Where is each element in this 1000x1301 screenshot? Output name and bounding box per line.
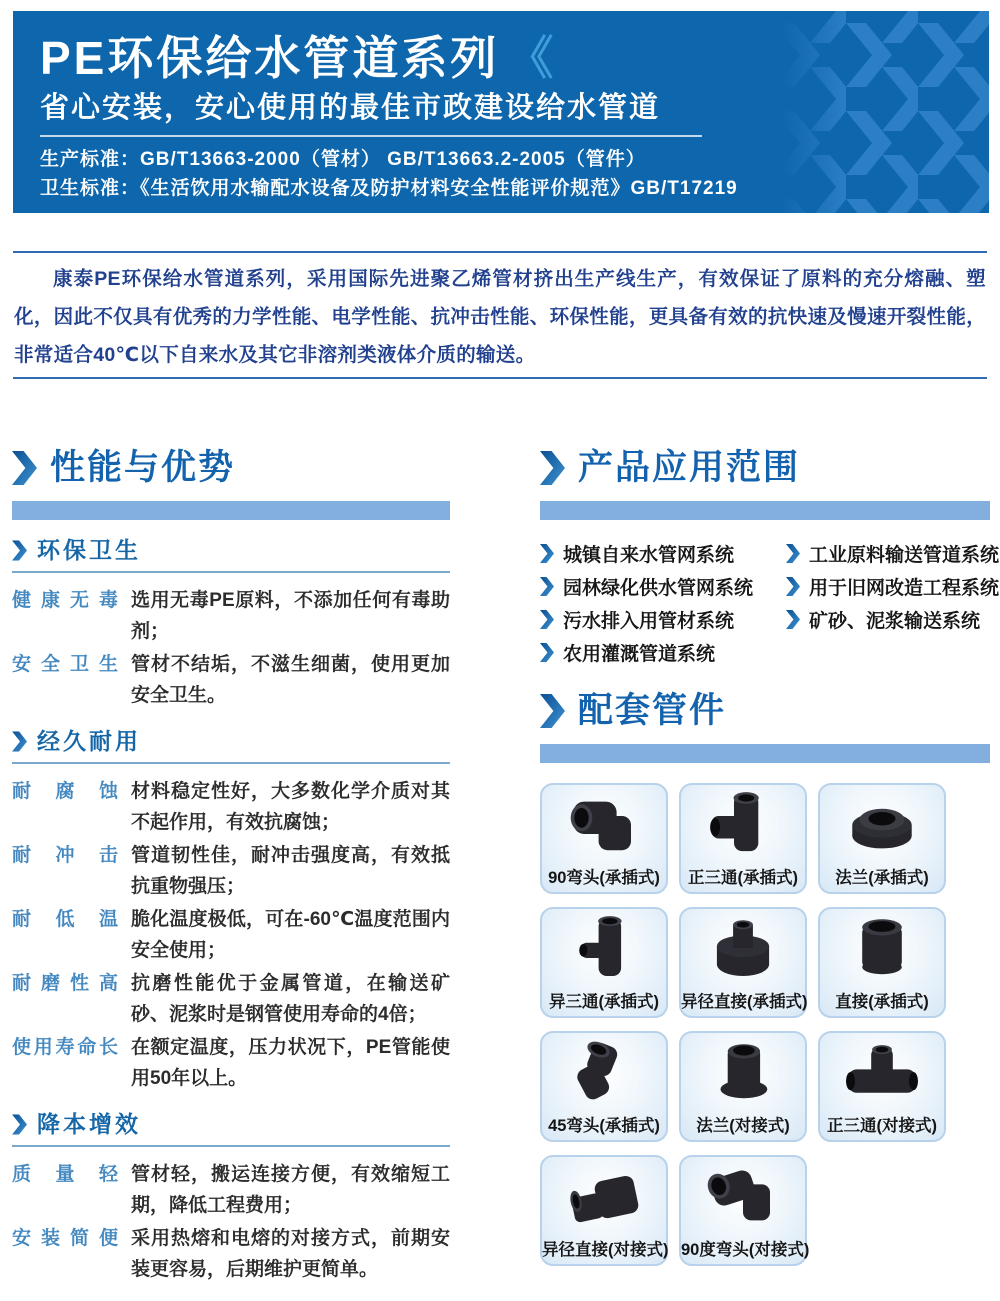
section-performance — [12, 447, 450, 1287]
page-subtitle: 省心安装，安心使用的最佳市政建设给水管道 — [40, 92, 661, 124]
product-card — [679, 1031, 807, 1142]
feature-list — [12, 1159, 450, 1285]
application-label: 工业原料输送管道系统 — [809, 545, 1000, 566]
feature-text: 选用无毒PE原料，不添加任何有毒助剂； — [131, 590, 450, 642]
applications-column-1 — [540, 540, 786, 666]
feature-item — [12, 1159, 450, 1221]
accent-bar — [12, 501, 450, 520]
product-card — [818, 1031, 946, 1142]
product-label: 直接(承插式) — [835, 993, 929, 1011]
application-item — [786, 573, 999, 600]
product-card — [540, 783, 668, 894]
applications-title: 产品应用范围 — [578, 448, 801, 487]
applications-header — [540, 447, 990, 489]
feature-text: 脆化温度极低，可在-60℃温度范围内安全使用； — [131, 909, 450, 961]
application-label: 污水排入用管材系统 — [563, 611, 735, 632]
feature-text: 管道韧性佳，耐冲击强度高，有效抵抗重物强压； — [131, 845, 450, 897]
intro-paragraph: 康泰PE环保给水管道系列，采用国际先进聚乙烯管材挤出生产线生产，有效保证了原料的充分熔融、塑化，因此不仅具有优秀的力学性能、电学性能、抗冲击性能、环保性能，更具备有效的抗快速及慢速开裂性能，非常适合40℃以下自来水及其它非溶剂类液体介质的输送。 — [14, 268, 986, 366]
fittings-grid — [540, 783, 990, 1266]
chevron-icon — [540, 450, 565, 486]
subsection-title: 经久耐用 — [37, 728, 141, 754]
chevron-icon — [12, 1114, 27, 1135]
feature-item — [12, 904, 450, 966]
product-fitting-image — [691, 1161, 795, 1233]
performance-title: 性能与优势 — [50, 448, 236, 487]
product-fitting-image — [830, 913, 934, 985]
bullet-chevron-icon — [540, 577, 554, 596]
feature-item — [12, 649, 450, 711]
product-fitting-image — [691, 913, 795, 985]
feature-item — [12, 585, 450, 647]
feature-label: 安全卫生 — [12, 654, 118, 675]
application-label: 用于旧网改造工程系统 — [809, 578, 1000, 599]
product-card — [679, 907, 807, 1018]
subsection-title: 环保卫生 — [37, 537, 141, 563]
feature-list — [12, 585, 450, 711]
feature-label: 耐磨性高 — [12, 973, 118, 994]
application-item — [540, 606, 786, 633]
page-title-text: PE环保给水管道系列 — [40, 32, 500, 84]
standards-block — [40, 145, 989, 203]
bullet-chevron-icon — [540, 610, 554, 629]
product-label: 法兰(对接式) — [696, 1117, 790, 1135]
fittings-header — [540, 690, 990, 732]
feature-label: 耐冲击 — [12, 845, 118, 866]
chevron-icon — [540, 693, 565, 729]
subsection-header — [12, 536, 450, 564]
product-fitting-image — [552, 1161, 656, 1233]
application-label: 城镇自来水管网系统 — [563, 545, 735, 566]
subsection-env-health — [12, 536, 450, 711]
product-fitting-image — [830, 1037, 934, 1109]
application-item — [540, 573, 786, 600]
feature-label: 使用寿命长 — [12, 1037, 118, 1058]
accent-bar — [540, 744, 990, 763]
subsection-cost-saving — [12, 1110, 450, 1285]
applications-grid — [540, 540, 1000, 666]
subsection-durability — [12, 727, 450, 1094]
product-label: 异径直接(对接式) — [542, 1241, 669, 1259]
subsection-header — [12, 1110, 450, 1138]
feature-text: 管材轻，搬运连接方便，有效缩短工期，降低工程费用； — [131, 1164, 450, 1216]
product-label: 90弯头(承插式) — [548, 869, 660, 887]
feature-label: 健康无毒 — [12, 590, 118, 611]
fittings-title: 配套管件 — [578, 691, 727, 730]
feature-label: 耐低温 — [12, 909, 118, 930]
divider-line-top — [13, 251, 987, 253]
subsection-header — [12, 727, 450, 755]
subsection-underline — [12, 1145, 450, 1147]
feature-item — [12, 1032, 450, 1094]
feature-text: 采用热熔和电熔的对接方式，前期安装更容易，后期维护更简单。 — [131, 1228, 450, 1280]
application-item — [540, 540, 786, 567]
product-card — [540, 907, 668, 1018]
application-label: 农用灌溉管道系统 — [563, 644, 716, 665]
accent-bar — [540, 501, 990, 520]
performance-header — [12, 447, 450, 489]
product-label: 90度弯头(对接式) — [681, 1241, 810, 1259]
product-fitting-image — [552, 1037, 656, 1109]
product-card — [540, 1031, 668, 1142]
feature-list — [12, 776, 450, 1094]
feature-item — [12, 1223, 450, 1285]
applications-column-2 — [786, 540, 999, 666]
product-label: 45弯头(承插式) — [548, 1117, 660, 1135]
chevron-icon — [12, 731, 27, 752]
feature-label: 质量轻 — [12, 1164, 118, 1185]
product-label: 正三通(承插式) — [688, 869, 798, 887]
product-fitting-image — [552, 913, 656, 985]
bullet-chevron-icon — [786, 610, 800, 629]
section-applications — [540, 447, 1000, 1266]
page-title — [40, 31, 989, 85]
application-label: 园林绿化供水管网系统 — [563, 578, 754, 599]
feature-text: 材料稳定性好，大多数化学介质对其不起作用，有效抗腐蚀； — [131, 781, 450, 833]
application-item — [786, 540, 999, 567]
feature-item — [12, 840, 450, 902]
product-fitting-image — [691, 1037, 795, 1109]
chevron-icon — [12, 450, 37, 486]
feature-item — [12, 968, 450, 1030]
feature-text: 在额定温度，压力状况下，PE管能使用50年以上。 — [131, 1037, 450, 1089]
standard-line: 卫生标准：《生活饮用水输配水设备及防护材料安全性能评价规范》GB/T17219 — [40, 178, 738, 199]
feature-text: 管材不结垢，不滋生细菌，使用更加安全卫生。 — [131, 654, 450, 706]
subsection-title: 降本增效 — [37, 1111, 141, 1137]
standard-line: 生产标准：GB/T13663-2000（管材） GB/T13663.2-2005（管件） — [40, 149, 646, 170]
product-label: 法兰(承插式) — [835, 869, 929, 887]
bullet-chevron-icon — [786, 544, 800, 563]
subsection-underline — [12, 762, 450, 764]
application-item — [786, 606, 999, 633]
application-label: 矿砂、泥浆输送系统 — [809, 611, 981, 632]
product-card — [679, 783, 807, 894]
chevron-icon — [12, 540, 27, 561]
product-card — [818, 907, 946, 1018]
product-card — [540, 1155, 668, 1266]
product-fitting-image — [691, 789, 795, 861]
bullet-chevron-icon — [540, 544, 554, 563]
product-label: 异径直接(承插式) — [681, 993, 808, 1011]
feature-label: 耐腐蚀 — [12, 781, 118, 802]
feature-label: 安装简便 — [12, 1228, 118, 1249]
feature-item — [12, 776, 450, 838]
divider-line-bottom — [13, 377, 987, 379]
bullet-chevron-icon — [540, 643, 554, 662]
product-card — [679, 1155, 810, 1266]
bullet-chevron-icon — [786, 577, 800, 596]
product-label: 异三通(承插式) — [549, 993, 659, 1011]
banner-divider-line — [40, 135, 702, 137]
subsection-underline — [12, 571, 450, 573]
application-item — [540, 639, 786, 666]
product-card — [818, 783, 946, 894]
product-label: 正三通(对接式) — [827, 1117, 937, 1135]
product-fitting-image — [552, 789, 656, 861]
banner — [13, 11, 989, 213]
feature-text: 抗磨性能优于金属管道，在输送矿砂、泥浆时是钢管使用寿命的4倍； — [131, 973, 450, 1025]
title-angle-mark: 《 — [507, 32, 554, 84]
product-fitting-image — [830, 789, 934, 861]
